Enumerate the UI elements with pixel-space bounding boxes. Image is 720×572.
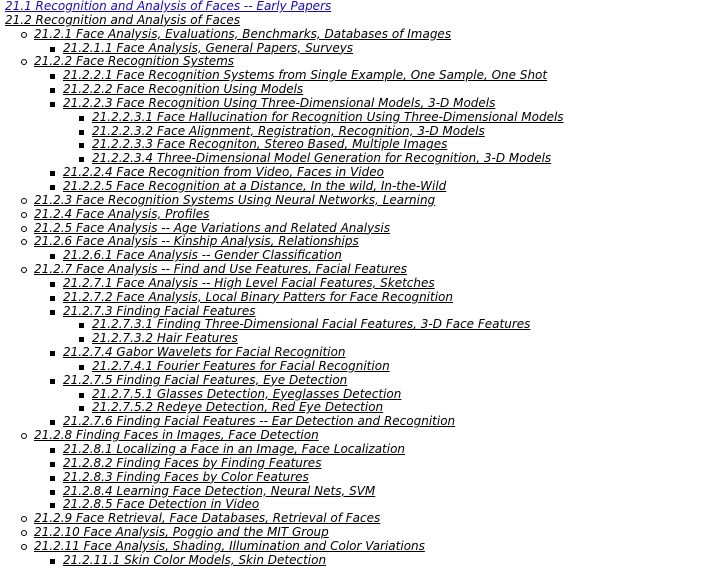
toc-entry xyxy=(5,540,564,554)
toc-entry xyxy=(5,222,564,236)
circle-bullet-icon xyxy=(21,198,27,204)
square-bullet-icon xyxy=(79,393,84,398)
toc-entry xyxy=(5,318,564,332)
circle-bullet-icon xyxy=(21,226,27,232)
toc-entry xyxy=(5,194,564,208)
toc-entry xyxy=(5,152,564,166)
toc-link[interactable]: 21.2.2.3.3 Face Recogniton, Stereo Based, Multiple Images xyxy=(92,137,448,152)
square-bullet-icon xyxy=(50,296,55,301)
toc-link[interactable]: 21.2.2.3.4 Three-Dimensional Model Generation for Recognition, 3-D Models xyxy=(92,151,552,166)
toc-entry xyxy=(5,125,564,139)
toc-link[interactable]: 21.2.11 Face Analysis, Shading, Illumination and Color Variations xyxy=(34,538,425,553)
toc-entry xyxy=(5,332,564,346)
toc-entry xyxy=(5,305,564,319)
circle-bullet-icon xyxy=(21,267,27,273)
toc-link[interactable]: 21.2.7.3.2 Hair Features xyxy=(92,331,238,346)
toc-entry xyxy=(5,208,564,222)
toc-entry xyxy=(5,14,564,28)
toc-entry xyxy=(5,388,564,402)
square-bullet-icon xyxy=(50,490,55,495)
square-bullet-icon xyxy=(50,351,55,356)
toc-entry xyxy=(5,512,564,526)
toc-entry xyxy=(5,457,564,471)
toc-link[interactable]: 21.2.8.3 Finding Faces by Color Features xyxy=(63,469,309,484)
toc-link[interactable]: 21.2.7.5 Finding Facial Features, Eye Detection xyxy=(63,372,348,387)
toc-link[interactable]: 21.2.7.1 Face Analysis -- High Level Facial Features, Sketches xyxy=(63,275,435,290)
toc-entry xyxy=(5,374,564,388)
toc-link[interactable]: 21.2.7.5.2 Redeye Detection, Red Eye Detection xyxy=(92,400,384,415)
toc-entry xyxy=(5,471,564,485)
toc-entry xyxy=(5,235,564,249)
toc-link[interactable]: 21.2.9 Face Retrieval, Face Databases, Retrieval of Faces xyxy=(34,511,381,526)
toc-entry xyxy=(5,138,564,152)
toc-link[interactable]: 21.2.6.1 Face Analysis -- Gender Classification xyxy=(63,248,342,263)
toc-entry xyxy=(5,97,564,111)
square-bullet-icon xyxy=(50,282,55,287)
toc-entry xyxy=(5,346,564,360)
toc-entry xyxy=(5,42,564,56)
toc-link[interactable]: 21.2.6 Face Analysis -- Kinship Analysis, Relationships xyxy=(34,234,359,249)
toc-entry xyxy=(5,526,564,540)
toc-link[interactable]: 21.2.7.2 Face Analysis, Local Binary Patters for Face Recognition xyxy=(63,289,454,304)
toc-link[interactable]: 21.2.2.1 Face Recognition Systems from Single Example, One Sample, One Shot xyxy=(63,68,548,83)
square-bullet-icon xyxy=(79,157,84,162)
toc-entry xyxy=(5,249,564,263)
toc-entry xyxy=(5,554,564,568)
toc-link[interactable]: 21.2.5 Face Analysis -- Age Variations and Related Analysis xyxy=(34,220,391,235)
toc-entry xyxy=(5,415,564,429)
toc-entry xyxy=(5,83,564,97)
square-bullet-icon xyxy=(50,559,55,564)
toc-link[interactable]: 21.2.8.2 Finding Faces by Finding Features xyxy=(63,455,322,470)
square-bullet-icon xyxy=(79,323,84,328)
toc-link[interactable]: 21.2.2.4 Face Recognition from Video, Faces in Video xyxy=(63,165,384,180)
toc-entry xyxy=(5,180,564,194)
toc-entry xyxy=(5,360,564,374)
circle-bullet-icon xyxy=(21,433,27,439)
toc-link[interactable]: 21.2.7.5.1 Glasses Detection, Eyeglasses Detection xyxy=(92,386,402,401)
toc-entry xyxy=(5,291,564,305)
square-bullet-icon xyxy=(50,310,55,315)
toc-entry xyxy=(5,55,564,69)
toc-link[interactable]: 21.2.1.1 Face Analysis, General Papers, Surveys xyxy=(63,40,354,55)
toc-link[interactable]: 21.2.7.3.1 Finding Three-Dimensional Facial Features, 3-D Face Features xyxy=(92,317,531,332)
square-bullet-icon xyxy=(50,185,55,190)
toc-link[interactable]: 21.2.7.6 Finding Facial Features -- Ear Detection and Recognition xyxy=(63,414,456,429)
toc-link[interactable]: 21.2.7.3 Finding Facial Features xyxy=(63,303,256,318)
toc-link[interactable]: 21.2.2.5 Face Recognition at a Distance, In the wild, In-the-Wild xyxy=(63,178,447,193)
toc-link[interactable]: 21.2.7.4 Gabor Wavelets for Facial Recognition xyxy=(63,345,346,360)
toc-link[interactable]: 21.2.7 Face Analysis -- Find and Use Features, Facial Features xyxy=(34,262,408,277)
toc-link[interactable]: 21.2.8 Finding Faces in Images, Face Detection xyxy=(34,428,319,443)
toc-link[interactable]: 21.2.1 Face Analysis, Evaluations, Benchmarks, Databases of Images xyxy=(34,26,452,41)
circle-bullet-icon xyxy=(21,516,27,522)
toc-entry xyxy=(5,166,564,180)
circle-bullet-icon xyxy=(21,32,27,38)
toc-entry xyxy=(5,485,564,499)
toc-link[interactable]: 21.1 Recognition and Analysis of Faces -- Early Papers xyxy=(5,0,332,13)
toc-link[interactable]: 21.2.4 Face Analysis, Profiles xyxy=(34,206,210,221)
circle-bullet-icon xyxy=(21,544,27,550)
toc-link[interactable]: 21.2.8.4 Learning Face Detection, Neural Nets, SVM xyxy=(63,483,376,498)
square-bullet-icon xyxy=(50,171,55,176)
square-bullet-icon xyxy=(50,254,55,259)
toc-link[interactable]: 21.2.2.3.2 Face Alignment, Registration, Recognition, 3-D Models xyxy=(92,123,485,138)
toc-entry xyxy=(5,443,564,457)
square-bullet-icon xyxy=(50,379,55,384)
square-bullet-icon xyxy=(79,406,84,411)
toc-entry xyxy=(5,263,564,277)
toc-entry xyxy=(5,28,564,42)
square-bullet-icon xyxy=(50,420,55,425)
toc-link[interactable]: 21.2.8.1 Localizing a Face in an Image, Face Localization xyxy=(63,442,406,456)
toc-link[interactable]: 21.2.2.3 Face Recognition Using Three-Dimensional Models, 3-D Models xyxy=(63,95,496,110)
toc-entry xyxy=(5,498,564,512)
square-bullet-icon xyxy=(79,365,84,370)
square-bullet-icon xyxy=(79,143,84,148)
toc-link[interactable]: 21.2.7.4.1 Fourier Features for Facial Recognition xyxy=(92,358,390,373)
toc-link[interactable]: 21.2 Recognition and Analysis of Faces xyxy=(5,12,241,27)
square-bullet-icon xyxy=(79,116,84,121)
square-bullet-icon xyxy=(79,337,84,342)
toc-entry xyxy=(5,69,564,83)
square-bullet-icon xyxy=(50,503,55,508)
circle-bullet-icon xyxy=(21,530,27,536)
toc-entry xyxy=(5,429,564,443)
toc-entry xyxy=(5,111,564,125)
toc-entry xyxy=(5,401,564,415)
toc-link[interactable]: 21.2.2.3.1 Face Hallucination for Recognition Using Three-Dimensional Models xyxy=(92,109,564,124)
toc-link[interactable]: 21.2.11.1 Skin Color Models, Skin Detection xyxy=(63,552,327,567)
toc-link[interactable]: 21.2.2.2 Face Recognition Using Models xyxy=(63,82,304,97)
square-bullet-icon xyxy=(50,462,55,467)
square-bullet-icon xyxy=(50,88,55,93)
square-bullet-icon xyxy=(50,74,55,79)
circle-bullet-icon xyxy=(21,212,27,218)
toc-link[interactable]: 21.2.3 Face Recognition Systems Using Neural Networks, Learning xyxy=(34,192,436,207)
toc-entry xyxy=(5,0,564,14)
toc-link[interactable]: 21.2.8.5 Face Detection in Video xyxy=(63,497,260,512)
square-bullet-icon xyxy=(50,47,55,52)
square-bullet-icon xyxy=(50,448,55,453)
toc-link[interactable]: 21.2.2 Face Recognition Systems xyxy=(34,54,235,69)
circle-bullet-icon xyxy=(21,59,27,65)
toc-entry xyxy=(5,277,564,291)
circle-bullet-icon xyxy=(21,239,27,245)
square-bullet-icon xyxy=(50,476,55,481)
square-bullet-icon xyxy=(79,130,84,135)
table-of-contents xyxy=(5,0,564,568)
square-bullet-icon xyxy=(50,102,55,107)
toc-link[interactable]: 21.2.10 Face Analysis, Poggio and the MIT Group xyxy=(34,525,329,540)
